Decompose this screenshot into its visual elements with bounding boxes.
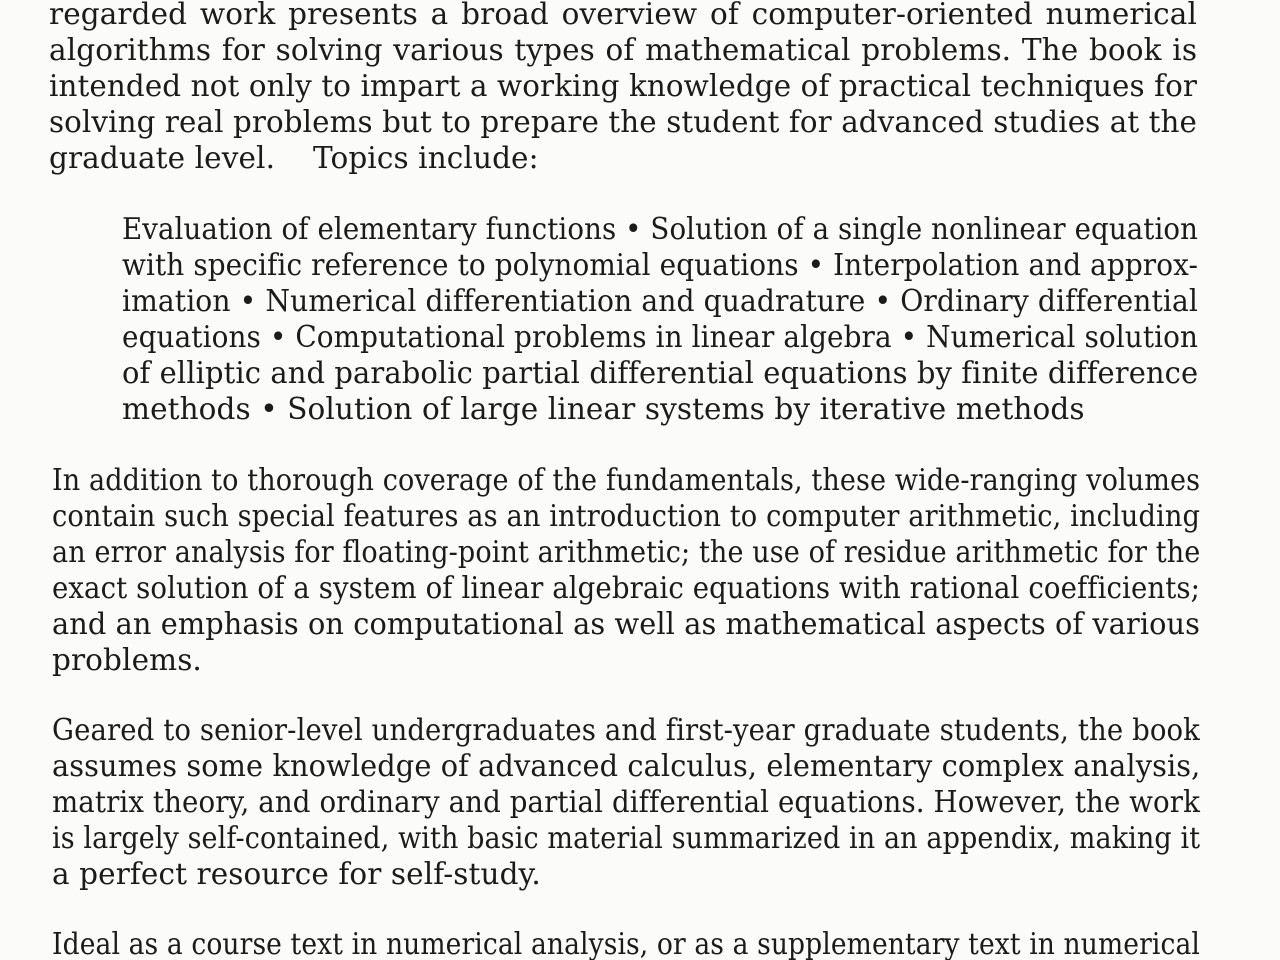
audience-line: is largely self-contained, with basic material summarized in an appendix, making it [52,821,1201,855]
intro-line: algorithms for solving various types of mathematical problems. The book is [49,33,1198,67]
topics-line: of elliptic and parabolic partial differential equations by finite difference [122,356,1199,390]
features-paragraph [52,462,1200,678]
ideal-line: Ideal as a course text in numerical analysis, or as a supplementary text in numerical [52,927,1201,960]
features-line: problems. [52,643,202,677]
topics-line: methods • Solution of large linear systems by iterative methods [122,392,1085,426]
audience-paragraph [52,712,1200,892]
topics-line: Evaluation of elementary functions • Solution of a single nonlinear equation [122,212,1199,246]
topics-line: with specific reference to polynomial equations • Interpolation and approx- [122,248,1198,282]
features-line: contain such special features as an introduction to computer arithmetic, including [52,499,1201,533]
intro-paragraph [49,0,1197,176]
intro-line: intended not only to impart a working knowledge of practical techniques for [49,69,1198,103]
audience-line: Geared to senior-level undergraduates and first-year graduate students, the book [52,713,1200,747]
ideal-paragraph [52,926,1200,960]
topics-line: equations • Computational problems in linear algebra • Numerical solution [122,320,1199,354]
features-line: In addition to thorough coverage of the fundamentals, these wide-ranging volumes [52,463,1201,497]
intro-line: solving real problems but to prepare the student for advanced studies at the [49,105,1198,139]
features-line: and an emphasis on computational as well as mathematical aspects of various [52,607,1201,641]
audience-line: matrix theory, and ordinary and partial differential equations. However, the work [52,785,1200,819]
intro-line: regarded work presents a broad overview of computer-oriented numerical [49,0,1197,31]
topics-list-paragraph [122,211,1198,427]
features-line: an error analysis for floating-point arithmetic; the use of residue arithmetic for the [52,535,1201,569]
topics-line: imation • Numerical differentiation and quadrature • Ordinary differential [122,284,1199,318]
intro-line: graduate level. Topics include: [49,141,539,175]
features-line: exact solution of a system of linear algebraic equations with rational coefficients; [52,571,1201,605]
audience-line: a perfect resource for self-study. [52,857,541,891]
audience-line: assumes some knowledge of advanced calculus, elementary complex analysis, [52,749,1201,783]
